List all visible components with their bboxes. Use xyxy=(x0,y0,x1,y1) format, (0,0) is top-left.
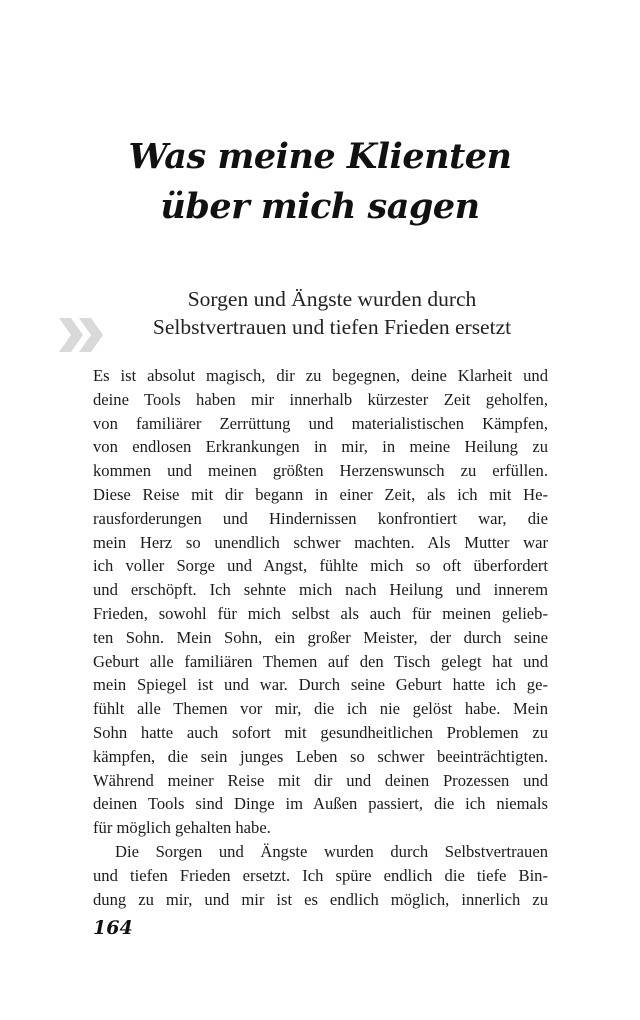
text-line: Während meiner Reise mit dir und deinen Prozessen und xyxy=(93,770,548,790)
chapter-title-line-2: über mich sagen xyxy=(160,186,480,227)
testimonial-heading xyxy=(0,285,640,341)
text-line: für möglich gehalten habe. xyxy=(93,818,271,838)
text-line: deine Tools haben mir innerhalb kürzester Zeit geholfen, xyxy=(93,389,548,409)
text-line: mein Spiegel ist und war. Durch seine Geburt hatte ich ge- xyxy=(93,675,548,695)
text-line: mein Herz so unendlich schwer machten. Als Mutter war xyxy=(93,532,548,552)
text-line: und tiefen Frieden ersetzt. Ich spüre endlich die tiefe Bin- xyxy=(93,865,548,885)
text-line: ich voller Sorge und Angst, fühlte mich so oft überfordert xyxy=(93,556,548,576)
paragraph-1 xyxy=(93,364,548,840)
text-line: kommen und meinen größten Herzenswunsch zu erfüllen. xyxy=(93,461,548,481)
text-line: Geburt alle familiären Themen auf den Tisch gelegt hat und xyxy=(93,651,548,671)
chapter-title xyxy=(0,132,640,232)
text-line: kämpfen, die sein junges Leben so schwer beeinträchtigten. xyxy=(93,746,548,766)
text-line: Diese Reise mit dir begann in einer Zeit, als ich mit He- xyxy=(93,484,548,504)
text-line: Die Sorgen und Ängste wurden durch Selbstvertrauen xyxy=(115,841,548,861)
testimonial-heading-line-1: Sorgen und Ängste wurden durch xyxy=(187,287,477,311)
text-line: Es ist absolut magisch, dir zu begegnen, deine Klarheit und xyxy=(93,366,548,385)
text-line: von endlosen Erkrankungen in mir, in meine Heilung zu xyxy=(93,437,548,457)
text-line: Sohn hatte auch sofort mit gesundheitlichen Problemen zu xyxy=(93,722,548,742)
text-line: ten Sohn. Mein Sohn, ein großer Meister, der durch seine xyxy=(93,627,548,647)
chapter-title-line-1: Was meine Klienten xyxy=(128,136,512,177)
testimonial-heading-line-2: Selbstvertrauen und tiefen Frieden ersetzt xyxy=(152,315,512,339)
page-number: 164 xyxy=(93,917,133,939)
paragraph-2 xyxy=(93,840,548,911)
text-line: dung zu mir, und mir ist es endlich möglich, innerlich zu xyxy=(93,889,548,909)
text-line: von familiärer Zerrüttung und materialistischen Kämpfen, xyxy=(93,413,548,433)
text-line: fühlt alle Themen vor mir, die ich nie gelöst habe. Mein xyxy=(93,699,548,719)
text-line: rausforderungen und Hindernissen konfrontiert war, die xyxy=(93,508,548,528)
text-line: und erschöpft. Ich sehnte mich nach Heilung und innerem xyxy=(93,580,548,600)
text-line: deinen Tools sind Dinge im Außen passiert, die ich niemals xyxy=(93,794,548,814)
text-line: Frieden, sowohl für mich selbst als auch für meinen gelieb- xyxy=(93,603,548,623)
testimonial-body xyxy=(93,364,548,911)
